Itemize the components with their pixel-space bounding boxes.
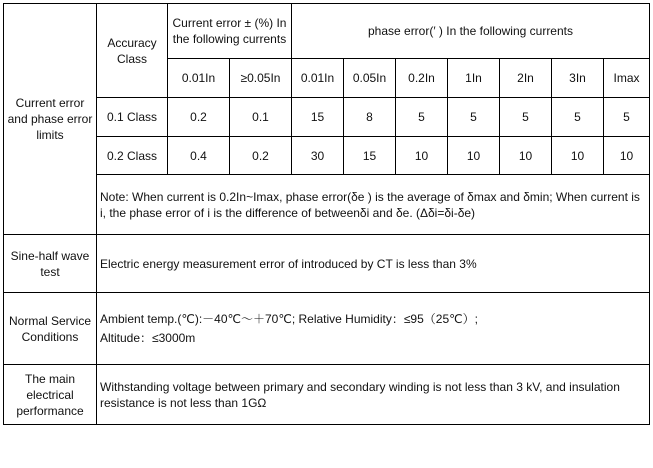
phase-col-header: Imax <box>604 59 650 98</box>
section-label-sine-half: Sine-half wave test <box>4 235 97 293</box>
phase-col-header: 0.2In <box>396 59 448 98</box>
phase-error-cell: 5 <box>552 98 604 137</box>
phase-col-header: 3In <box>552 59 604 98</box>
main-electrical-description: Withstanding voltage between primary and secondary winding is not less than 3 kV, and insulation resistance is not less than 1GΩ <box>97 365 650 425</box>
current-error-cell: 0.4 <box>168 137 230 175</box>
current-error-header: Current error ± (%) In the following currents <box>168 4 292 59</box>
phase-error-cell: 10 <box>552 137 604 175</box>
phase-error-cell: 10 <box>604 137 650 175</box>
section-label-main-electrical: The main electrical performance <box>4 365 97 425</box>
phase-error-note: Note: When current is 0.2In~Imax, phase error(δe ) is the average of δmax and δmin; When current is i, the phase error of i is the difference of betweenδi and δe. (Δδi=δi-δe) <box>97 175 650 235</box>
current-col-header: ≥0.05In <box>230 59 292 98</box>
table-row <box>4 137 650 175</box>
current-error-cell: 0.2 <box>168 98 230 137</box>
ambient-conditions-line: Ambient temp.(℃):－40℃～＋70℃; Relative Humidity：≤95（25℃）; <box>100 312 478 326</box>
phase-error-cell: 10 <box>500 137 552 175</box>
sine-half-description: Electric energy measurement error of introduced by CT is less than 3% <box>97 235 650 293</box>
accuracy-class-header: Accuracy Class <box>97 4 168 98</box>
class-cell: 0.2 Class <box>97 137 168 175</box>
phase-col-header: 0.01In <box>292 59 344 98</box>
phase-error-cell: 5 <box>396 98 448 137</box>
phase-error-cell: 8 <box>344 98 396 137</box>
class-cell: 0.1 Class <box>97 98 168 137</box>
table-row <box>4 98 650 137</box>
specification-table <box>3 3 650 425</box>
phase-error-cell: 10 <box>448 137 500 175</box>
phase-col-header: 2In <box>500 59 552 98</box>
current-error-cell: 0.2 <box>230 137 292 175</box>
phase-error-cell: 10 <box>396 137 448 175</box>
normal-service-description <box>97 293 650 365</box>
altitude-line: Altitude：≤3000m <box>100 331 196 345</box>
section-label-normal-service: Normal Service Conditions <box>4 293 97 365</box>
phase-error-cell: 5 <box>448 98 500 137</box>
phase-error-cell: 5 <box>604 98 650 137</box>
phase-col-header: 1In <box>448 59 500 98</box>
section-label-current-error: Current error and phase error limits <box>4 4 97 235</box>
phase-error-cell: 30 <box>292 137 344 175</box>
current-col-header: 0.01In <box>168 59 230 98</box>
phase-error-cell: 5 <box>500 98 552 137</box>
current-error-cell: 0.1 <box>230 98 292 137</box>
phase-error-cell: 15 <box>344 137 396 175</box>
phase-error-cell: 15 <box>292 98 344 137</box>
phase-col-header: 0.05In <box>344 59 396 98</box>
phase-error-header: phase error(′ ) In the following currents <box>292 4 650 59</box>
